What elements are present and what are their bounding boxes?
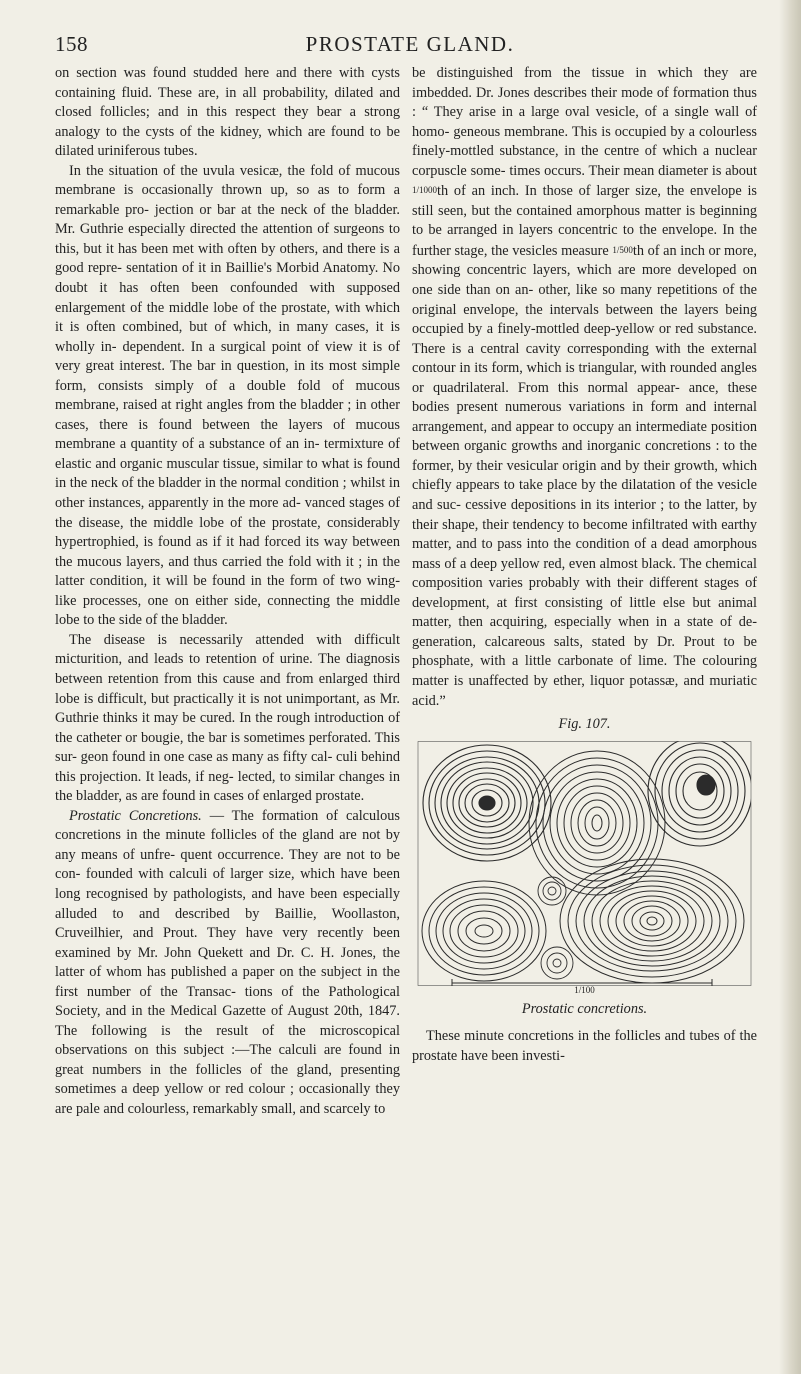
- concretion-small: [538, 877, 573, 979]
- paragraph: on section was found studded here and there with cysts containing fluid. These are, in all probability, dilated and closed follicles; and in this respect they bear a strong analogy to the cysts of the kidney, which are found to be dilated uriniferous tubes.: [55, 65, 400, 160]
- figure-caption: Prostatic concretions.: [521, 1000, 648, 1017]
- concretions-engraving: [412, 741, 757, 986]
- scale-label: 1/100: [574, 984, 595, 995]
- page-header: [55, 32, 765, 58]
- paragraph: [55, 807, 400, 1120]
- paragraph-text: th of an inch. In those of larger size, the envelope is still seen, but the contained amorphous matter is beginning to be arranged in layers concentric to the envelope. In the further stage, the vesicles measure: [412, 183, 757, 259]
- paragraph: [412, 64, 757, 711]
- running-title: PROSTATE GLAND.: [305, 32, 515, 56]
- paragraph-body: — The formation of calculous concretions in the minute follicles of the gland are not by any means of unfre- quent occurrence. They are not to be con- founded with calculi of larger size, which have been long recognised by pathologists, and have been especially alluded to and described by Baillie, Woollaston, Cruveilhier, and Prout. They have very recently been examined by Mr. John Quekett and Dr. C. H. Jones, the latter of whom has published a paper on the subject in the first number of the Transac- tions of the Pathological Society, and in the Medical Gazette of August 20th, 1847. The following is the result of the microscopical observations on this subject :—The calculi are found in great numbers in the follicles of the gland, presenting sometimes a deep yellow or red colour ; occasionally they are pale and colourless, remarkably small, and scarcely to: [55, 807, 400, 1117]
- page-number: 158: [55, 32, 88, 56]
- paragraph-text: be distinguished from the tissue in which they are imbedded. Dr. Jones describes their mode of formation thus : “ They arise in a large oval vesicle, of a single wall of homo- geneous membrane. This is occupied by a colourless finely-mottled substance, in the centre of which a nuclear corpuscle some- times occurs. Their mean diameter is about: [412, 65, 757, 179]
- scale-bar: [452, 979, 712, 986]
- figure-illustration: [412, 741, 757, 986]
- figure-label: Fig. 107.: [558, 716, 611, 733]
- paragraph: The disease is necessarily attended with difficult micturition, and leads to retention of urine. The diagnosis between retention from this cause and from enlarged third lobe is difficult, but practically it is not unimportant, as Mr. Guthrie thinks it may be cured. In the rough introduction of the catheter or bougie, the bar is sometimes perforated. This sur- geon found in one case as many as fifty cal- culi behind this projection. It leads, if neg- lected, to similar changes in the bladder, as are found in cases of enlarged prostate.: [55, 631, 400, 805]
- page-edge-shadow: [779, 0, 801, 1374]
- paragraph-text: th of an inch or more, showing concentric layers, which are more developed on one side than on an- other, like so many repetitions of the original envelope, the intervals between the layers being occupied by a finely-mottled deep-yellow or red substance. There is a central cavity corresponding with the external contour in its form, which is triangular, with rounded angles or quadrilateral. From this normal appear- ance, these bodies present numerous variations in form and internal arrangement, and appear to occupy an intermediate position between organic growths and inorganic concretions : to the former, by their vesicular origin and by their growth, which chiefly appears to take place by the dilatation of the vesicle and suc- cessive depositions in its interior ; to the latter, by their shape, their tendency to become infiltrated with earthy matter, and to pass into the condition of a dead amorphous mass of a deep yellow red, even almost black. The chemical composition varies probably with their different stages of development, at first consisting of little else but animal matter, then acquiring, especially when in a state of de- generation, calcareous salts, stated by Dr. Prout to be phosphate, with a little carbonate of lime. The colouring matter is unaffected by ether, liquor potassæ, and muriatic acid.”: [412, 242, 757, 709]
- concretion-bottom-right: [560, 859, 744, 983]
- concretion-center: [529, 751, 665, 895]
- paragraph: In the situation of the uvula vesicæ, the fold of mucous membrane is occasionally thrown up, so as to form a remarkable pro- jection or bar at the neck of the bladder. Mr. Guthrie especially directed the attention of surgeons to this, but it has been met with often by others, and there is a good repre- sentation of it in Baillie's Morbid Anatomy. No doubt it has often been confounded with supposed enlargement of the middle lobe of the prostate, with which it is often combined, but of which, in many cases, it is wholly in- dependent. In a surgical point of view it is of very great interest. The bar in question, in its most simple form, consists simply of a double fold of mucous membrane, raised at right angles from the bladder ; in other cases, there is found between the layers of mucous membrane a quantity of a substance of an in- termixture of elastic and organic muscular tissue, similar to what is found in the neck of the bladder in the normal condition ; whilst in other instances, apparently in the more ad- vanced stages of the disease, the middle lobe of the prostate, considerably hypertrophied, is found as if it had forced its way between the mucous layers, and thus carried the fold with it ; in the latter condition, it will be found in the form of two wing-like processes, one on either side, connecting the middle lobe to the side of the bladder.: [55, 162, 400, 629]
- paragraph: These minute concretions in the follicles and tubes of the prostate have been investi-: [412, 1028, 757, 1064]
- fraction: 1/500: [612, 244, 633, 255]
- concretion-bottom-left: [422, 881, 546, 981]
- right-column: [412, 64, 757, 1066]
- left-column: [55, 64, 400, 1120]
- fraction: 1/1000: [412, 185, 438, 196]
- concretion-top-right: [648, 741, 752, 846]
- section-heading: Prostatic Concretions.: [69, 807, 202, 824]
